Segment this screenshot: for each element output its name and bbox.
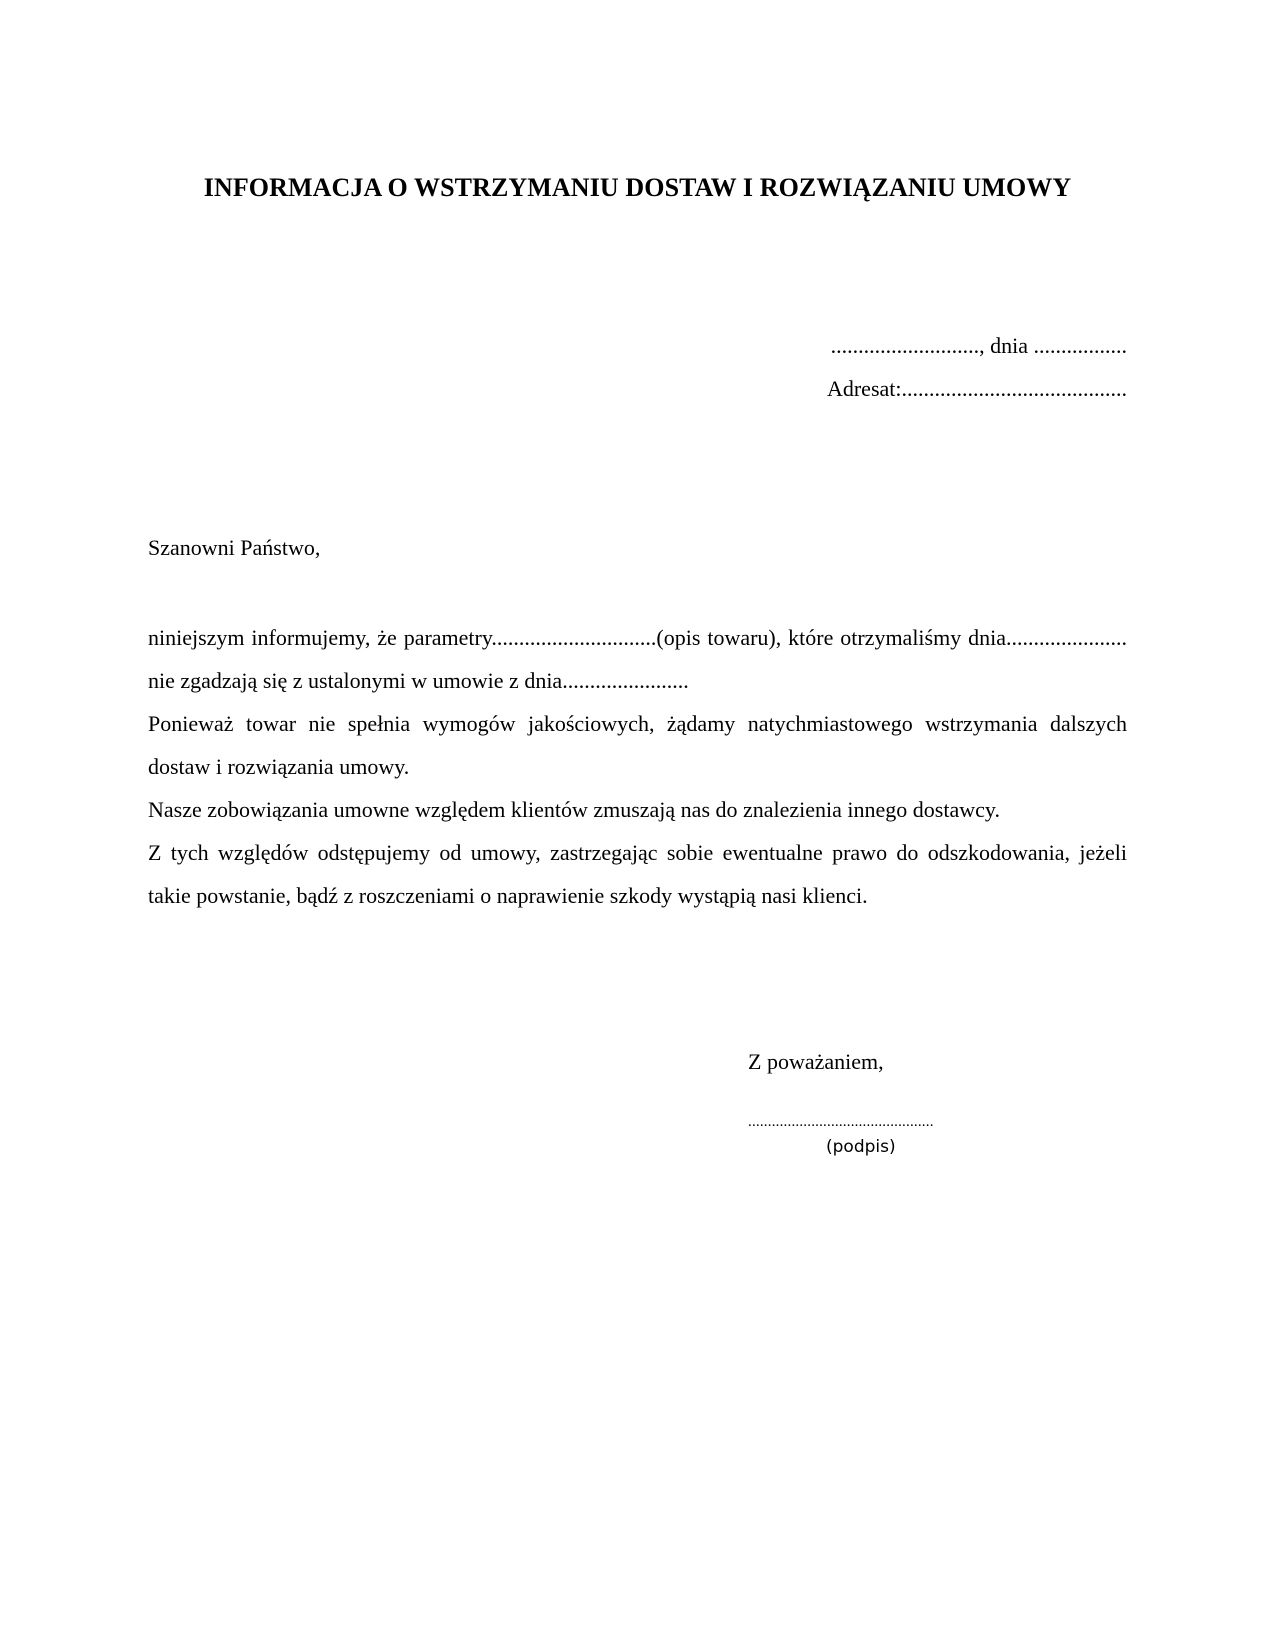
document-title: INFORMACJA O WSTRZYMANIU DOSTAW I ROZWIĄZANIU UMOWY [203, 173, 1072, 202]
paragraph-4: Z tych względów odstępujemy od umowy, zastrzegając sobie ewentualne prawo do odszkodowania, jeżeli takie powstanie, bądź z roszczeniami o naprawienie szkody wystąpią nasi klienci. [148, 840, 1127, 908]
paragraph-2: Ponieważ towar nie spełnia wymogów jakościowych, żądamy natychmiastowego wstrzymania dalszych dostaw i rozwiązania umowy. [148, 711, 1127, 779]
closing: Z poważaniem, [748, 1049, 884, 1074]
signature-label: (podpis) [826, 1137, 896, 1157]
place-date-line: ..........................., dnia ................. [830, 333, 1127, 358]
paragraph-3: Nasze zobowiązania umowne względem klientów zmuszają nas do znalezienia innego dostawcy. [148, 797, 1000, 822]
adresat-line: Adresat:......................................... [826, 376, 1127, 401]
signature-line: ............................................... [748, 1114, 934, 1130]
letter-body [148, 616, 1127, 917]
greeting: Szanowni Państwo, [148, 535, 321, 560]
paragraph-1: niniejszym informujemy, że parametry..............................(opis towaru), które otrzymaliśmy dnia...................... nie zgadzają się z ustalonymi w umowie z dnia....................... [148, 625, 1127, 693]
